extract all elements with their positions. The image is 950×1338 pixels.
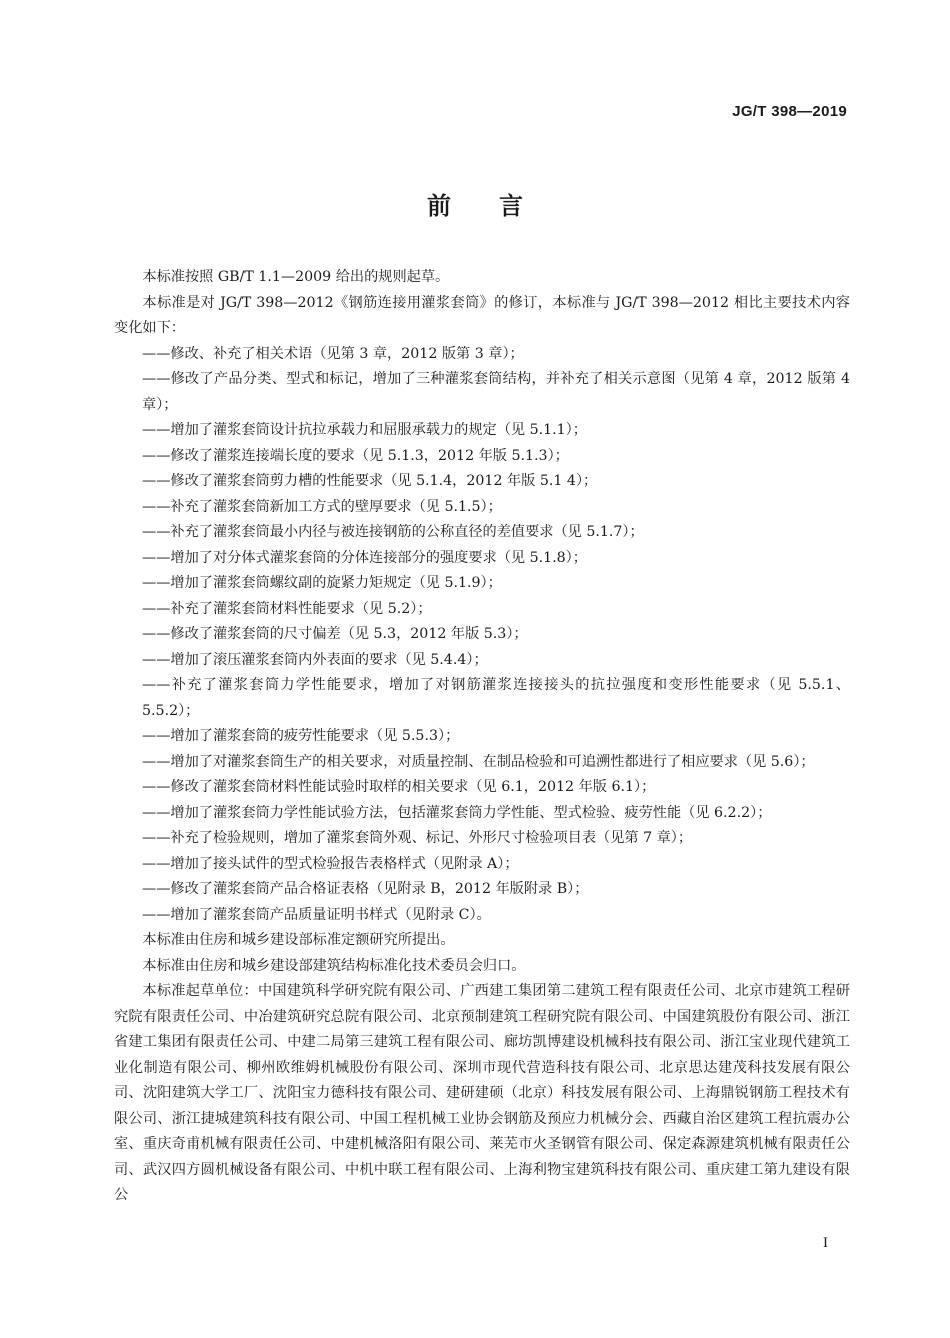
change-item: ——补充了检验规则，增加了灌浆套筒外观、标记、外形尺寸检验项目表（见第 7 章）； [142, 830, 693, 846]
change-item: ——增加了滚压灌浆套筒内外表面的要求（见 5.4.4）； [142, 651, 488, 668]
change-item: ——修改了产品分类、型式和标记，增加了三种灌浆套筒结构，并补充了相关示意图（见第 4 章，2012 版第 4 章）； [142, 371, 850, 413]
change-item: ——补充了灌浆套筒新加工方式的壁厚要求（见 5.1.5）； [142, 498, 502, 515]
intro-paragraph: 本标准是对 JG/T 398—2012《钢筋连接用灌浆套筒》的修订，本标准与 JG/T 398—2012 相比主要技术内容变化如下： [114, 294, 850, 336]
foreword-body [114, 265, 850, 1209]
change-item: ——修改了灌浆套筒产品合格证表格（见附录 B，2012 年版附录 B）； [142, 881, 589, 897]
change-item: ——修改、补充了相关术语（见第 3 章，2012 版第 3 章）； [142, 345, 524, 362]
change-item: ——修改了灌浆套筒的尺寸偏差（见 5.3，2012 年版 5.3）； [142, 626, 528, 642]
change-list [114, 342, 850, 929]
title-char-1: 前 [427, 192, 451, 220]
change-item: ——增加了灌浆套筒螺纹副的旋紧力矩规定（见 5.1.9）； [142, 575, 502, 591]
intro-paragraph: 本标准按照 GB/T 1.1—2009 给出的规则起草。 [142, 269, 450, 285]
drafters-paragraph: 本标准起草单位：中国建筑科学研究院有限公司、广西建工集团第二建筑工程有限责任公司、北京市建筑工程研究院有限责任公司、中冶建筑研究总院有限公司、北京预制建筑工程研究院有限公司、中国建筑股份有限公司、浙江省建工集团有限责任公司、中建二局第三建筑工程有限公司、廊坊凯博建设机械科技有限公司、浙江宝业现代建筑工业化制造有限公司、柳州欧维姆机械股份有限公司、深圳市现代营造科技有限公司、北京思达建茂科技发展有限公司、沈阳建筑大学工厂、沈阳宝力德科技有限公司、建研建硕（北京）科技发展有限公司、上海鼎锐钢筋工程技术有限公司、浙江捷城建筑科技有限公司、中国工程机械工业协会钢筋及预应力机械分会、西藏自治区建筑工程抗震办公室、重庆奇甫机械有限责任公司、中建机械洛阳有限公司、莱芜市火圣钢管有限公司、保定森源建筑机械有限责任公司、武汉四方圆机械设备有限公司、中机中联工程有限公司、上海利物宝建筑科技有限公司、重庆建工第九建设有限公 [114, 983, 850, 1203]
change-item: ——增加了接头试件的型式检验报告表格样式（见附录 A）； [142, 855, 519, 872]
page-title [0, 186, 950, 221]
proposer-paragraph: 本标准由住房和城乡建设部标准定额研究所提出。 [142, 932, 455, 948]
page-number: I [823, 1235, 828, 1251]
change-item: ——修改了灌浆套筒剪力槽的性能要求（见 5.1.4，2012 年版 5.1 4）； [142, 473, 598, 489]
change-item: ——修改了灌浆套筒材料性能试验时取样的相关要求（见 6.1，2012 年版 6.1）； [142, 779, 656, 795]
change-item: ——增加了对分体式灌浆套筒的分体连接部分的强度要求（见 5.1.8）； [142, 549, 587, 566]
title-char-2: 言 [499, 192, 523, 220]
change-item: ——补充了灌浆套筒力学性能要求，增加了对钢筋灌浆连接接头的抗拉强度和变形性能要求（见 5.5.1、5.5.2）； [142, 677, 850, 719]
change-item: ——补充了灌浆套筒最小内径与被连接钢筋的公称直径的差值要求（见 5.1.7）； [142, 524, 644, 540]
change-item: ——修改了灌浆连接端长度的要求（见 5.1.3，2012 年版 5.1.3）； [142, 447, 569, 464]
standard-code: JG/T 398—2019 [732, 103, 847, 120]
change-item: ——增加了灌浆套筒的疲劳性能要求（见 5.5.3）； [142, 728, 460, 744]
change-item: ——增加了灌浆套筒设计抗拉承载力和屈服承载力的规定（见 5.1.1）； [142, 422, 587, 438]
change-item: ——增加了灌浆套筒产品质量证明书样式（见附录 C）。 [142, 906, 491, 923]
change-item: ——增加了灌浆套筒力学性能试验方法，包括灌浆套筒力学性能、型式检验、疲劳性能（见 6.2.2）； [142, 804, 772, 821]
change-item: ——补充了灌浆套筒材料性能要求（见 5.2）； [142, 600, 432, 617]
committee-paragraph: 本标准由住房和城乡建设部建筑结构标准化技术委员会归口。 [142, 957, 526, 974]
change-item: ——增加了对灌浆套筒生产的相关要求，对质量控制、在制品检验和可追溯性都进行了相应要求（见 5.6）； [142, 753, 815, 770]
